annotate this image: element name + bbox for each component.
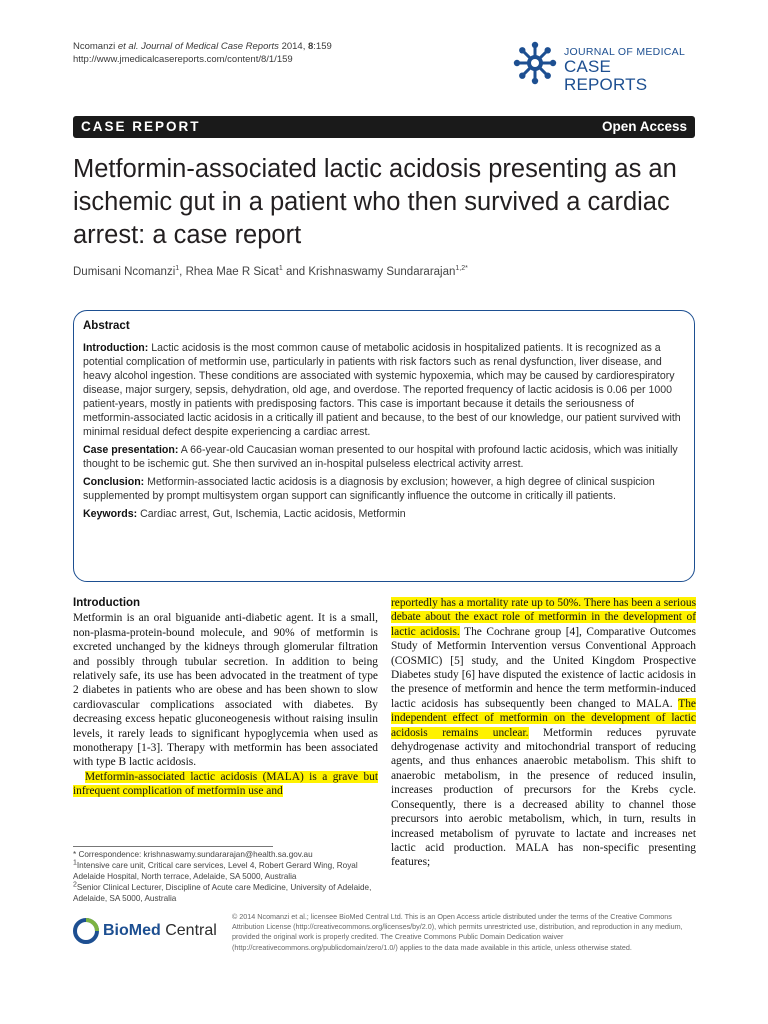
article-type-banner — [73, 116, 695, 138]
author-name: Krishnaswamy Sundararajan — [308, 266, 456, 278]
author-1[interactable] — [73, 266, 179, 278]
abstract-keywords-label: Keywords: — [83, 508, 138, 520]
correspondence-note: * Correspondence: krishnaswamy.sundararajan@health.sa.gov.au — [73, 850, 313, 859]
biomed-central-logo — [73, 918, 233, 948]
citation-volume: 8 — [308, 41, 314, 52]
author-affiliation-sup: 1 — [175, 265, 180, 273]
abstract-keywords-text: Cardiac arrest, Gut, Ischemia, Lactic acidosis, Metformin — [137, 508, 406, 520]
author-list — [73, 266, 468, 278]
citation-line — [73, 40, 332, 53]
article-url[interactable]: http://www.jmedicalcasereports.com/content/8/1/159 — [73, 54, 293, 65]
publisher-name-light: Central — [160, 922, 217, 939]
author-name: Dumisani Ncomanzi — [73, 266, 176, 278]
journal-logo-wordmark — [564, 46, 694, 94]
abstract-case-label: Case presentation: — [83, 444, 179, 456]
affiliation-sup: 2 — [73, 881, 77, 889]
body-text: Metformin reduces pyruvate dehydrogenase activity and mitochondrial transport of reducing agents, and thus enhances anaerobic metabolism. This shift to anaerobic metabolism, in the presence of reduced insulin, increases production of precursors for the Krebs cycle. Consequently, there is a decreased ability to channel those precursors into aerobic metabolism, which, in turn, results in increased metabolism of pyruvate to lactate and increases net lactic acid production. MALA has non-specific presenting features; — [391, 726, 696, 869]
author-name: Rhea Mae R Sicat — [185, 266, 279, 278]
abstract-intro-text: Lactic acidosis is the most common cause of metabolic acidosis in hospitalized patients. It is recognized as a potential complication of metformin use, particularly in patients with risk factors such as renal dysfunction, liver disease, and heavy alcohol ingestion. These conditions are associated with systemic hypoxemia, which may be caused by cardiorespiratory disease, major surgery, sepsis, dehydration, old age, and overdose. The reported frequency of lactic acidosis is 0.06 per 1000 patient-years, mostly in patients with predisposing factors. This case is important because it details the seriousness of metformin-associated lactic acidosis in a critically ill patient and because, to the best of our knowledge, our patient survived with minimal residual defect despite experiencing a cardiac arrest. — [83, 342, 681, 438]
abstract-conclusion-text: Metformin-associated lactic acidosis is a diagnosis by exclusion; however, a high degree of clinical suspicion supplemented by prompt multisystem organ support can significantly influence the outcome in critically ill patients. — [83, 476, 655, 502]
citation-authors: Ncomanzi — [73, 41, 118, 52]
journal-logo-line2: CASE REPORTS — [564, 57, 648, 94]
article-type-label: CASE REPORT — [81, 119, 201, 134]
abstract-introduction — [83, 341, 683, 439]
publisher-name-bold: BioMed — [103, 922, 161, 939]
abstract-box — [73, 310, 695, 582]
citation-year: 2014, — [278, 41, 308, 52]
journal-logo-icon — [512, 40, 558, 86]
author-separator: and — [282, 266, 309, 278]
abstract-case-text: A 66-year-old Caucasian woman presented to our hospital with profound lactic acidosis, which was initially thought to be ischemic gut. She then survived an in-hospital pulseless electrical activity arrest. — [83, 444, 678, 470]
abstract-content — [83, 319, 683, 525]
body-paragraph — [73, 770, 378, 799]
affiliation-text: Senior Clinical Lecturer, Discipline of Acute care Medicine, University of Adelaide, Adelaide, SA 5000, Australia — [73, 883, 372, 903]
affiliation-2 — [73, 882, 378, 904]
journal-logo-line1: JOURNAL OF MEDICAL — [564, 46, 686, 58]
highlighted-text: The independent effect of metformin on the development of lactic acidosis remains unclear. — [391, 697, 696, 739]
abstract-intro-label: Introduction: — [83, 342, 149, 354]
body-paragraph — [391, 596, 696, 870]
body-column-left — [73, 596, 378, 799]
citation-page: :159 — [313, 41, 332, 52]
abstract-case-presentation — [83, 443, 683, 471]
biomed-central-icon — [73, 918, 99, 944]
author-2[interactable] — [186, 266, 283, 278]
journal-logo — [512, 38, 694, 94]
citation-journal: et al. Journal of Medical Case Reports — [117, 41, 279, 52]
body-text: The Cochrane group [4], Comparative Outcomes Study of Metformin Intervention versus Conventional Approach (COSMIC) [5] study, and the United Kingdom Prospective Diabetes study [6] have disputed the existence of lactic acidosis in the presence of metformin and hence the term metformin-induced lactic acidosis has subsequently been changed to MALA. — [391, 625, 696, 710]
abstract-heading: Abstract — [83, 320, 130, 332]
article-title: Metformin-associated lactic acidosis presenting as an ischemic gut in a patient who then survived a cardiac arrest: a case report — [73, 155, 677, 249]
highlighted-text: Metformin-associated lactic acidosis (MALA) is a grave but infrequent complication of metformin use and — [73, 770, 378, 798]
author-affiliation-sup: 1 — [278, 265, 283, 273]
author-affiliation-sup: 1,2* — [455, 265, 468, 273]
affiliation-1 — [73, 860, 378, 882]
abstract-conclusion-label: Conclusion: — [83, 476, 145, 488]
author-separator: , — [179, 266, 186, 278]
body-column-right — [391, 596, 696, 870]
author-3[interactable] — [308, 266, 468, 278]
affiliation-sup: 1 — [73, 859, 77, 867]
section-heading-introduction: Introduction — [73, 597, 141, 609]
affiliation-text: Intensive care unit, Critical care services, Level 4, Robert Gerard Wing, Royal Adelaide Hospital, North terrace, Adelaide, SA 5000, Australia — [73, 861, 358, 881]
abstract-conclusion — [83, 475, 683, 503]
license-text: © 2014 Ncomanzi et al.; licensee BioMed Central Ltd. This is an Open Access article distributed under the terms of the Creative Commons Attribution License (http://creativecommons.org/licenses/by/2.0), which permits unrestricted use, distribution, and reproduction in any medium, provided the original work is properly credited. The Creative Commons Public Domain Dedication waiver (http://creativecommons.org/publicdomain/zero/1.0/) applies to the data made available in this article, unless otherwise stated. — [232, 912, 683, 952]
open-access-label: Open Access — [601, 119, 687, 134]
footnote-divider — [73, 846, 273, 847]
body-paragraph: Metformin is an oral biguanide anti-diabetic agent. It is a small, non-plasma-protein-bound molecule, and 90% of metformin is excreted unchanged by the kidneys through glomerular filtration and possibly through tubular secretion. In addition to being relatively safe, its use has been advocated in the treatment of type 2 diabetes in patients who are obese and has been shown to slow cardiovascular complications associated with diabetes. By decreasing excess hepatic gluconeogenesis without raising insulin levels, it rarely leads to significant hypoglycemia when used as monotherapy [1-3]. Therapy with metformin has been associated with type B lactic acidosis. — [73, 612, 378, 769]
biomed-central-wordmark — [103, 922, 217, 940]
footnotes — [73, 849, 378, 904]
abstract-keywords — [83, 507, 683, 521]
highlighted-text: reportedly has a mortality rate up to 50%. There has been a serious debate about the exact role of metformin in the development of lactic acidosis. — [391, 597, 696, 638]
citation — [73, 40, 332, 66]
